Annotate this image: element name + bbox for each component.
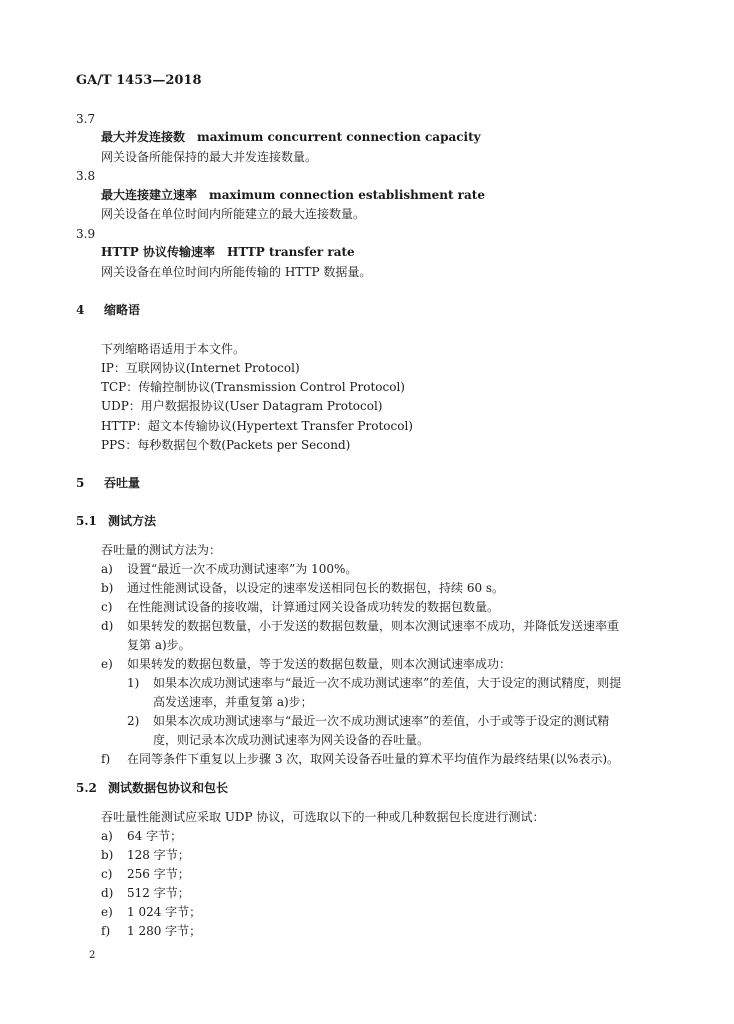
list-marker: 1) (127, 676, 140, 690)
section-heading (76, 304, 140, 316)
page-number: 2 (89, 950, 96, 961)
section-heading (76, 477, 140, 489)
list-item (101, 830, 182, 842)
abbreviation-item: PPS：每秒数据包个数(Packets per Second) (101, 438, 351, 452)
sub-list-item (127, 677, 621, 689)
list-text: 1 024 字节； (127, 905, 202, 919)
list-text-continuation: 复第 a)步。 (127, 638, 191, 652)
section-number: 4 (76, 303, 85, 317)
list-text: 512 字节； (127, 886, 190, 900)
subsection-number: 5.2 (76, 781, 97, 795)
list-item (101, 906, 201, 918)
list-marker: a) (101, 562, 113, 576)
standard-number: GA/T 1453—2018 (76, 73, 202, 88)
list-item (101, 582, 504, 594)
list-item (101, 753, 619, 765)
list-marker: d) (101, 619, 114, 633)
list-text: 如果转发的数据包数量，小于发送的数据包数量，则本次测试速率不成功，并降低发送速率重 (127, 619, 620, 633)
list-text: 如果本次成功测试速率与“最近一次不成功测试速率”的差值，大于设定的测试精度，则提 (153, 676, 622, 690)
term-definition: 网关设备所能保持的最大并发连接数量。 (101, 150, 318, 164)
subsection-title: 测试方法 (108, 514, 157, 528)
term-number: 3.8 (76, 169, 96, 183)
list-text-continuation: 度，则记录本次成功测试速率为网关设备的吞吐量。 (153, 733, 430, 747)
term-heading (101, 131, 481, 143)
term-en: maximum concurrent connection capacity (197, 130, 481, 144)
list-marker: a) (101, 829, 113, 843)
term-heading (101, 246, 355, 258)
term-en: maximum connection establishment rate (209, 188, 485, 202)
list-item (101, 868, 190, 880)
list-marker: b) (101, 848, 114, 862)
list-text: 在同等条件下重复以上步骤 3 次，取网关设备吞吐量的算术平均值作为最终结果(以%表示)。 (127, 752, 620, 766)
term-definition: 网关设备在单位时间内所能传输的 HTTP 数据量。 (101, 265, 372, 279)
subsection-title: 测试数据包协议和包长 (108, 781, 229, 795)
list-marker: e) (101, 657, 113, 671)
list-text: 256 字节； (127, 867, 190, 881)
sub-list-item (127, 715, 609, 727)
subsection-heading (76, 515, 156, 527)
list-marker: f) (101, 924, 111, 938)
abbreviation-item: IP：互联网协议(Internet Protocol) (101, 361, 300, 375)
list-text-continuation: 高发送速率，并重复第 a)步； (153, 695, 313, 709)
abbreviation-item: TCP：传输控制协议(Transmission Control Protocol) (101, 380, 405, 394)
term-en: HTTP transfer rate (226, 245, 355, 259)
section-title: 吞吐量 (104, 476, 141, 490)
abbreviation-item: UDP：用户数据报协议(User Datagram Protocol) (101, 399, 383, 413)
list-marker: c) (101, 867, 113, 881)
list-text: 128 字节； (127, 848, 190, 862)
list-text: 1 280 字节； (127, 924, 202, 938)
list-item (101, 601, 499, 613)
list-text: 如果转发的数据包数量，等于发送的数据包数量，则本次测试速率成功： (127, 657, 512, 671)
list-text: 64 字节； (127, 829, 183, 843)
subsection-heading (76, 782, 228, 794)
term-zh: HTTP 协议传输速率 (101, 245, 215, 259)
list-text: 通过性能测试设备，以设定的速率发送相同包长的数据包，持续 60 s。 (127, 581, 505, 595)
term-number: 3.7 (76, 112, 96, 126)
term-zh: 最大并发连接数 (101, 130, 186, 144)
list-marker: b) (101, 581, 114, 595)
section-title: 缩略语 (104, 303, 141, 317)
list-marker: c) (101, 600, 113, 614)
subsection-intro: 吞吐量性能测试应采取 UDP 协议，可选取以下的一种或几种数据包长度进行测试： (101, 810, 545, 824)
term-definition: 网关设备在单位时间内所能建立的最大连接数量。 (101, 207, 366, 221)
subsection-number: 5.1 (76, 514, 97, 528)
list-text: 如果本次成功测试速率与“最近一次不成功测试速率”的差值，小于或等于设定的测试精 (153, 714, 610, 728)
list-item (101, 849, 190, 861)
subsection-intro: 吞吐量的测试方法为： (101, 543, 222, 557)
section-intro: 下列缩略语适用于本文件。 (101, 342, 246, 356)
list-text: 在性能测试设备的接收端，计算通过网关设备成功转发的数据包数量。 (127, 600, 500, 614)
list-marker: 2) (127, 714, 140, 728)
list-text: 设置“最近一次不成功测试速率”为 100%。 (127, 562, 358, 576)
list-item (101, 925, 201, 937)
list-marker: d) (101, 886, 114, 900)
term-heading (101, 189, 485, 201)
section-number: 5 (76, 476, 85, 490)
list-marker: e) (101, 905, 113, 919)
list-item (101, 563, 357, 575)
list-marker: f) (101, 752, 111, 766)
abbreviation-item: HTTP：超文本传输协议(Hypertext Transfer Protocol) (101, 419, 413, 433)
list-item (101, 620, 619, 632)
list-item (101, 658, 511, 670)
term-zh: 最大连接建立速率 (101, 188, 198, 202)
term-number: 3.9 (76, 227, 96, 241)
list-item (101, 887, 190, 899)
